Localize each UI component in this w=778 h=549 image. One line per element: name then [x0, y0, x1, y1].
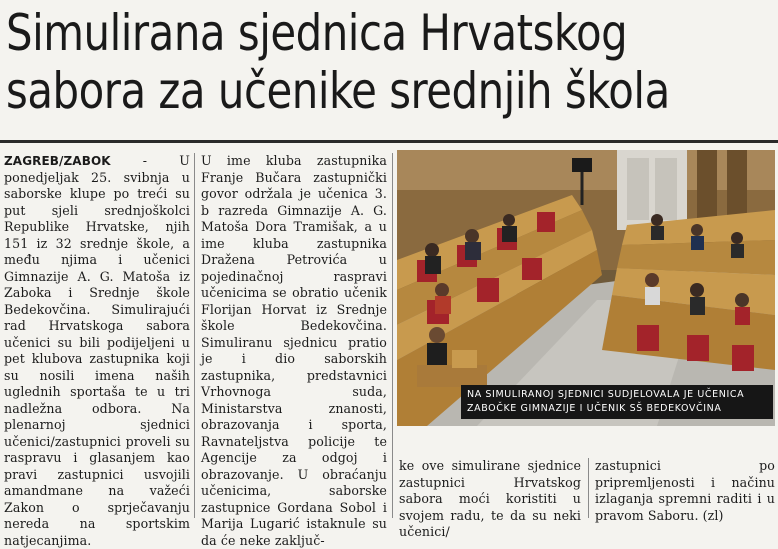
photo-caption	[461, 385, 773, 419]
dateline: ZAGREB/ZABOK	[4, 154, 111, 168]
column-2-text: U ime kluba zastupnika Franje Bučara zastupnički govor održala je učenica 3. b razreda Gimnazije A. G. Matoša Dora Tramišak, a u ime kluba zastupnika Dražena Petrovića u pojedinačnoj raspravi učenicima se obratio učenik Florijan Horvat iz Srednje škole Bedekovčina. Simuliranu sjednicu pratio je i dio saborskih zastupnika, predstavnici Vrhovnoga suda, Ministarstva znanosti, obrazovanja i sporta, Ravnateljstva policije te Agencije za odgoj i obrazovanje. U obraćanju učenicima, saborske zastupnice Gordana Sobol i Marija Lugarić istaknule su da će neke zaključ-	[201, 153, 387, 548]
headline-rule	[0, 140, 778, 143]
column-divider	[194, 153, 195, 518]
column-1-text: - U ponedjeljak 25. svibnja u saborske klupe po treći su put sjeli srednjoškolci Republike Hrvatske, njih 151 iz 32 srednje škole, a među njima i učenici Gimnazije A. G. Matoša iz Zaboka i Srednje škole Bedekovčina. Simulirajući rad Hrvatskoga sabora učenici su bili podijeljeni u pet klubova zastupnika koji su nosili imena naših uglednih sportaša te u tri nadležna odbora. Na plenarnoj sjednici učenici/zastupnici proveli su raspravu i glasanjem kao pravi zastupnici usvojili amandmane na važeći Zakon o sprječavanju nereda na sportskim natjecanjima.	[4, 153, 190, 548]
column-divider	[392, 153, 393, 518]
article-column-2	[201, 153, 387, 549]
article-column-3	[399, 458, 581, 541]
column-3-text: ke ove simulirane sjednice zastupnici Hrvatskog sabora moći koristiti u svojem radu, te da su neki učenici/	[399, 458, 581, 539]
article-column-1	[4, 153, 190, 549]
headline	[6, 4, 776, 120]
caption-line-1: NA SIMULIRANOJ SJEDNICI SUDJELOVALA JE UČENICA	[467, 389, 745, 400]
headline-line-2: sabora za učenike srednjih škola	[6, 62, 670, 120]
column-4-text: zastupnici po pripremljenosti i načinu izlaganja spremni raditi i u pravom Saboru. (zl)	[595, 458, 775, 523]
article-column-4	[595, 458, 775, 524]
column-divider	[588, 458, 589, 518]
caption-line-2: ZABOČKE GIMNAZIJE I UČENIK SŠ BEDEKOVČINA	[467, 403, 722, 414]
headline-line-1: Simulirana sjednica Hrvatskog	[6, 4, 628, 62]
